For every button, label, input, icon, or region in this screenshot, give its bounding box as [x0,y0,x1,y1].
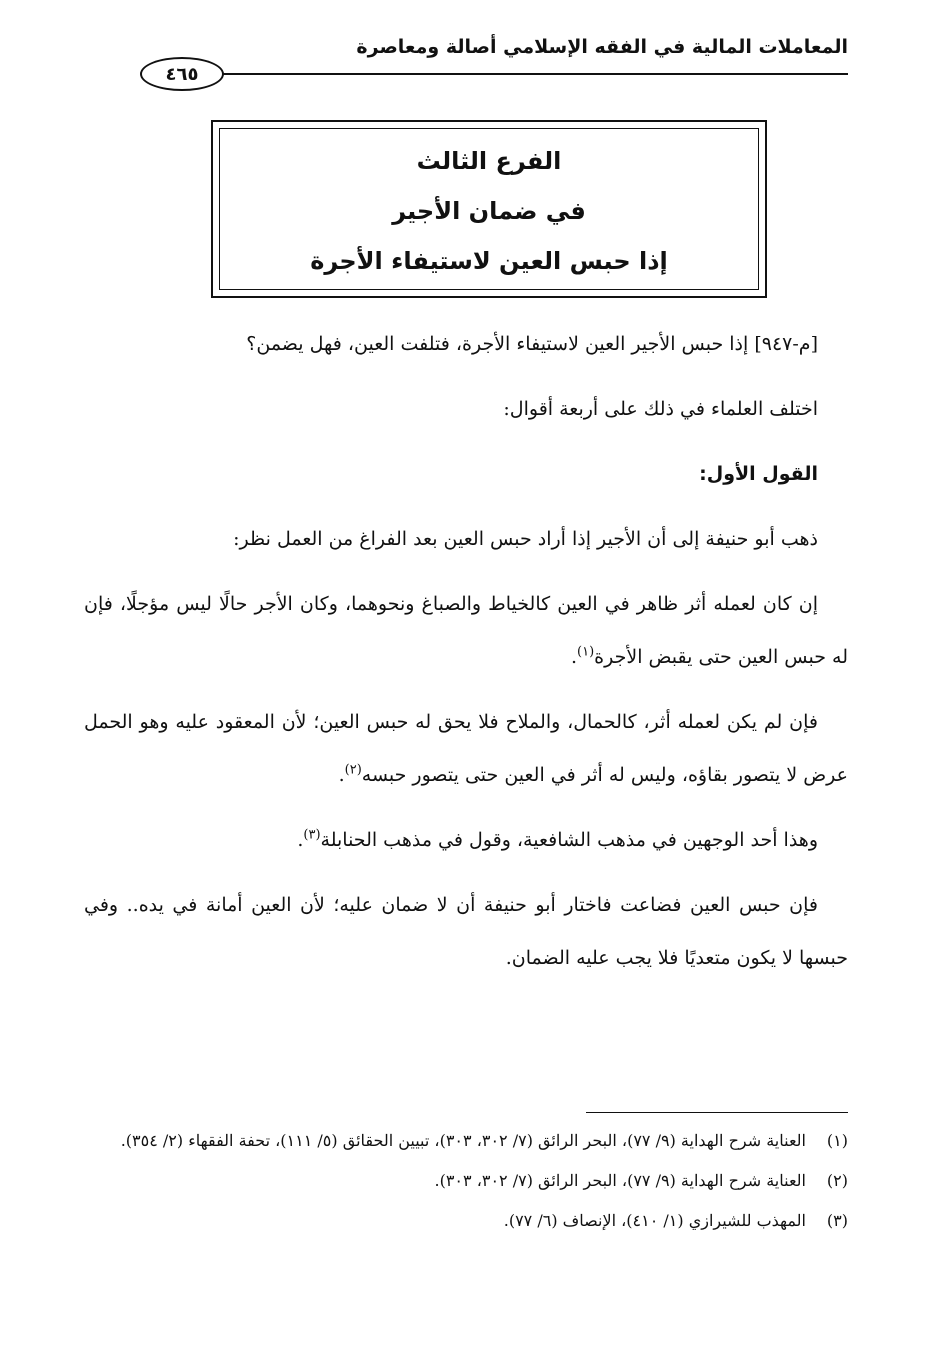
paragraph-1: [م-٩٤٧] إذا حبس الأجير العين لاستيفاء الأجرة، فتلفت العين، فهل يضمن؟ [246,333,818,355]
paragraph-2: اختلف العلماء في ذلك على أربعة أقوال: [503,398,818,420]
footnote-text: العناية شرح الهداية (٩/ ٧٧)، البحر الرائق (٧/ ٣٠٢، ٣٠٣)، تبيين الحقائق (٥/ ١١١)، تحفة الفقهاء (٢/ ٣٥٤). [120,1131,806,1150]
page-number: ٤٦٥ [140,57,224,91]
footnote-item [84,1126,848,1156]
footnote-ref-1[interactable]: (١) [577,644,595,660]
section-heading-line-1: الفرع الثالث [416,147,562,175]
section-heading-line-3 [213,236,765,286]
paragraph-7 [84,814,848,867]
header-rule [222,73,848,75]
paragraph-6-text: فإن لم يكن لعمله أثر، كالحمال، والملاح فلا يحق له حبس العين؛ لأن المعقود عليه وهو الحمل عرض لا يتصور بقاؤه، وليس له أثر في العين حتى يتصور حبسه [84,711,848,786]
footnotes [84,1126,848,1246]
paragraph-5-end: . [570,646,578,668]
main-text [84,318,848,997]
footnote-text: العناية شرح الهداية (٩/ ٧٧)، البحر الرائق (٧/ ٣٠٢، ٣٠٣). [434,1171,806,1190]
paragraph-7-end: . [297,829,304,851]
paragraph-5-text: إن كان لعمله أثر ظاهر في العين كالخياط والصباغ ونحوهما، وكان الأجر حالًا ليس مؤجلًا، فإن له حبس العين حتى يقبض الأجرة [84,593,848,668]
footnote-item [84,1166,848,1196]
footnote-number: (٢) [826,1171,848,1190]
footnote-text: المهذب للشيرازي (١/ ٤١٠)، الإنصاف (٦/ ٧٧). [503,1211,806,1230]
footnote-ref-3[interactable]: (٣) [303,827,321,843]
section-heading [213,136,765,286]
book-title: المعاملات المالية في الفقه الإسلامي أصالة ومعاصرة [356,36,848,58]
footnote-ref-2[interactable]: (٢) [344,762,362,778]
footnote-separator [586,1112,848,1113]
section-heading-box [211,120,767,298]
paragraph-4: ذهب أبو حنيفة إلى أن الأجير إذا أراد حبس العين بعد الفراغ من العمل نظر: [233,528,818,550]
paragraph-5 [84,578,848,684]
paragraph-7-text: وهذا أحد الوجهين في مذهب الشافعية، وقول في مذهب الحنابلة [320,829,818,851]
paragraph-6-end: . [338,764,345,786]
paragraph-8: فإن حبس العين فضاعت فاختار أبو حنيفة أن لا ضمان عليه؛ لأن العين أمانة في يده.. وفي حبسها لا يكون متعديًا فلا يجب عليه الضمان. [84,894,848,969]
section-heading-line-2: في ضمان الأجير [392,197,586,225]
paragraph-6 [84,696,848,802]
footnote-item [84,1206,848,1236]
section-heading-line-3-text: إذا حبس العين لاستيفاء الأجرة [310,247,668,275]
footnote-number: (٣) [826,1211,848,1230]
footnote-number: (١) [826,1131,848,1150]
paragraph-3-heading: القول الأول: [699,463,818,485]
